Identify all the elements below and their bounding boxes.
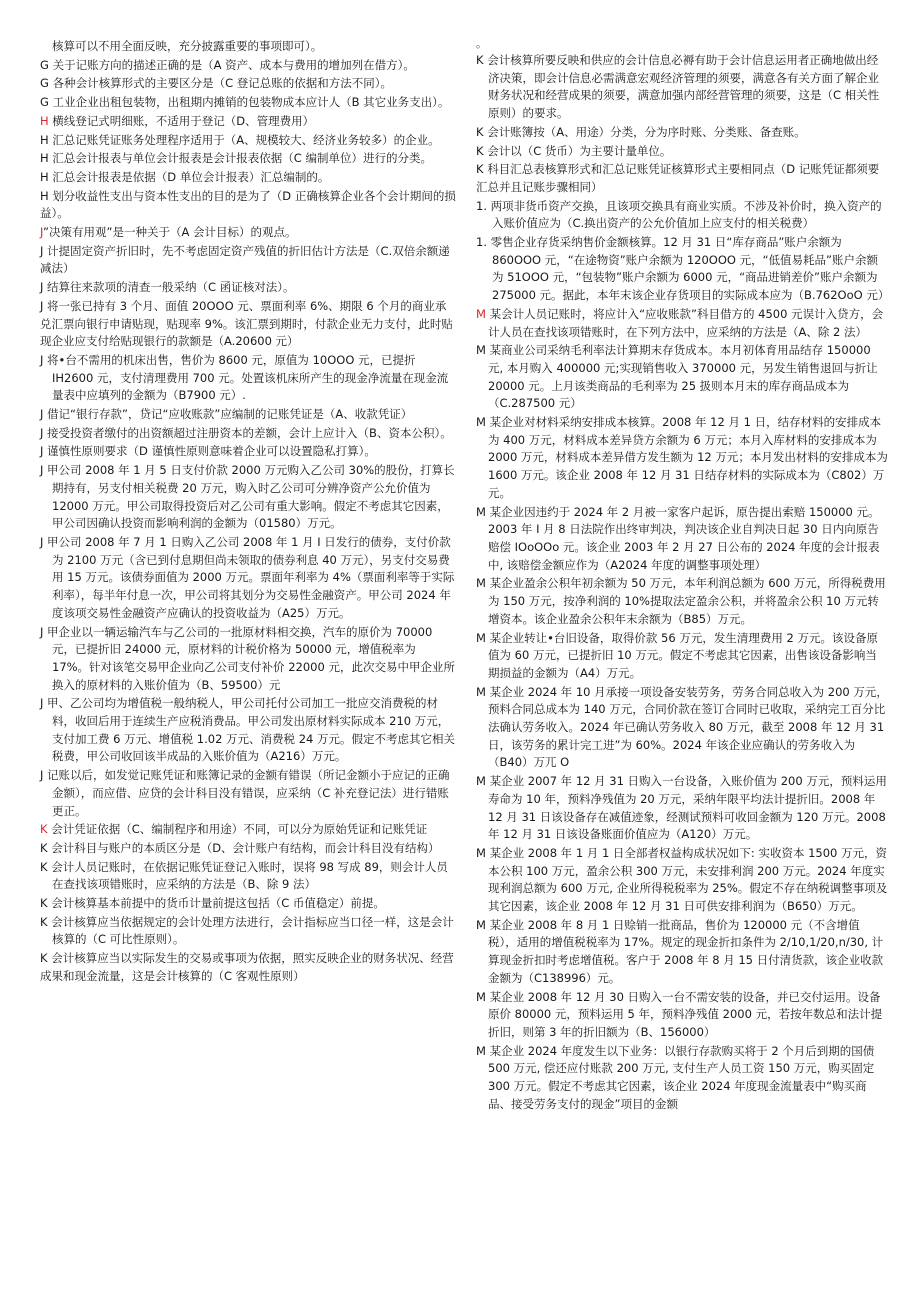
question-entry <box>476 917 888 988</box>
question-entry <box>476 773 888 844</box>
entry-text: 将一张已持有 3 个月、面值 20OOO 元、票面利率 6%、期限 6 个月的商业承兑汇票向银行申请贴现，贴现率 9%。该汇票到期时，付款企业无力支付，此时贴现企业应支付给贴现银行的款额是（A.20600 元） <box>40 298 453 349</box>
index-letter: H <box>40 132 49 147</box>
question-entry <box>40 94 456 112</box>
index-letter: M <box>476 989 486 1004</box>
question-entry <box>40 132 456 150</box>
question-entry <box>40 624 456 695</box>
question-entry <box>476 161 888 196</box>
index-letter: M <box>476 504 486 519</box>
question-entry <box>40 352 456 405</box>
question-entry <box>476 124 888 142</box>
entry-text: 划分收益性支出与资本性支出的目的是为了（D 正确核算企业各个会计期间的损益）。 <box>40 188 456 221</box>
question-entry <box>40 859 456 894</box>
question-entry <box>40 462 456 533</box>
question-entry <box>476 575 888 628</box>
question-entry <box>476 504 888 575</box>
index-letter: 1. <box>476 198 487 213</box>
entry-text: 会计核算应当依据规定的会计处理方法进行，会计指标应当口径一样，这是会计核算的（C 可比性原则）。 <box>47 914 454 947</box>
right-column <box>476 38 888 1114</box>
index-letter: K <box>476 162 484 177</box>
index-letter: J <box>40 352 44 367</box>
question-entry <box>40 425 456 443</box>
index-letter: K <box>476 53 484 67</box>
question-entry <box>40 243 456 278</box>
index-letter: M <box>476 306 486 321</box>
entry-text: 某企业对材料采纳安排成本核算。2008 年 12 月 1 日，结存材料的安排成本为 400 万元，材料成本差异贷方余额为 6 万元；本月入库材料的安排成本为 2000 万元，材料成本差异借方发生额为 12 万元；本月发出材料的安排成本为 1600 万元。该企业 2008 年 12 月 31 日结存材料的实际成本为（C802）万元。 <box>485 415 888 500</box>
entry-text: 会计核算所要反映和供应的会计信息必褥有助于会计信息运用者正确地做出经济决策，即会计信息必需满意宏观经济管理的须要，满意各有关方面了解企业财务状况和经营成果的须要，满意加强内部经营管理的须要，这是（C 相关性原则）的要求。 <box>483 53 880 121</box>
entry-text: 某企业 2024 年 10 月承接一项设备安装劳务，劳务合同总收入为 200 万元，预料合同总成本为 140 万元，合同价款在签订合同时已收取，采纳完工百分比法确认劳务收入。2024 年已确认劳务收入 80 万元，截至 2008 年 12 月 31 日，该劳务的累计完工进”为 60%。2024 年该企业应确认的劳务收入为（B40）万兀 O <box>485 684 888 770</box>
entry-text: 借记“银行存款”，贷记“应收账款”应编制的记账凭证是（A、收款凭证） <box>43 407 413 422</box>
index-letter: M <box>476 845 486 860</box>
question-entry <box>40 950 456 985</box>
question-entry <box>40 57 456 75</box>
question-entry <box>40 695 456 766</box>
entry-text: 某企业 2007 年 12 月 31 日购入一台设备，入账价值为 200 万元，预料运用寿命为 10 年，预料净残值为 20 万元，采纳年限平均法计提折旧。2008 年 12 月 31 日该设备存在减值迹象，经测试预料可收回金额为 120 万元。2008 年 12 月 31 日该设备账面价值应为（A120）万元。 <box>485 774 887 842</box>
question-entry <box>40 821 456 839</box>
question-entry <box>40 298 456 351</box>
entry-text: 会计账簿按（A、用途）分类，分为序时账、分类账、备查账。 <box>483 124 806 139</box>
index-letter: J <box>40 280 44 295</box>
question-entry <box>40 75 456 93</box>
question-entry <box>40 895 456 913</box>
entry-text: 某企业转让•台旧设备，取得价款 56 万元，发生清理费用 2 万元。该设备原值为 60 万元，已提折旧 10 万元。假定不考虑其它因素，出售该设备影响当期损益的金额为（A4）万元。 <box>485 630 878 680</box>
index-letter: K <box>40 859 48 874</box>
index-letter: M <box>476 917 486 932</box>
index-letter: J <box>40 243 44 258</box>
entry-text: 计提固定资产折旧时，先不考虑固定资产残值的折旧估计方法是（C.双倍余额递减法） <box>40 243 450 276</box>
index-letter: J <box>40 444 44 459</box>
entry-text: 会计核算应当以实际发生的交易或事项为依据，照实反映企业的财务状况、经营成果和现金流量，这是会计核算的（C 客观性原则） <box>40 951 454 983</box>
index-letter: H <box>40 188 49 203</box>
index-letter: J <box>40 225 44 240</box>
entry-text: 。 <box>476 37 487 50</box>
entry-text: 科目汇总表核算形式和汇总记账凭证核算形式主要相同点（D 记账凭证都须要汇总并且记账步骤相同） <box>476 162 880 194</box>
index-letter: G <box>40 57 49 72</box>
question-entry <box>40 840 456 858</box>
index-letter: H <box>40 151 49 166</box>
entry-text: 接受投资者缴付的出资额超过注册资本的差额，会计上应计入（B、资本公积）。 <box>43 425 452 440</box>
question-entry <box>476 1043 888 1114</box>
question-entry <box>40 443 456 461</box>
entry-text: 某企业 2024 年度发生以下业务：以银行存款购买将于 2 个月后到期的国债 500 万元, 偿还应付账款 200 万元, 支付生产人员工资 150 万元，购买固定 300 万元。假定不考虑其它因素，该企业 2024 年度现金流量表中“购买商品、接受劳务支付的现金”项目的金额 <box>485 1043 875 1111</box>
question-entry <box>40 113 456 131</box>
index-letter: M <box>476 630 486 645</box>
question-entry <box>40 188 456 223</box>
entry-text: 零售企业存货采纳售价金额核算。12 月 31 日“库存商品”账户余额为 860OOO 元，“在途物资”账户余额为 120OOO 元，“低值易耗品”账户余额为 51OOO 元，“包装物”账户余额为 6000 元，“商品进销差价”账户余额为 275000 元。据此，本年末该企业存货项目的实际成本应为（B.762OoO 元） <box>486 235 890 303</box>
index-letter: K <box>40 822 48 837</box>
question-entry <box>476 989 888 1042</box>
index-letter: H <box>40 169 49 184</box>
question-entry <box>40 224 456 242</box>
left-column <box>40 38 456 987</box>
question-entry <box>40 406 456 424</box>
index-letter: G <box>40 76 49 91</box>
question-entry <box>476 342 888 413</box>
entry-text: 关于记账方向的描述正确的是（A 资产、成本与费用的增加列在借方）。 <box>48 57 415 72</box>
index-letter: G <box>40 95 49 110</box>
index-letter: K <box>40 896 48 911</box>
entry-text: 会计以（C 货币）为主要计量单位。 <box>483 143 672 158</box>
index-letter: K <box>476 124 484 139</box>
index-letter: M <box>476 774 486 789</box>
index-letter: J <box>40 425 44 440</box>
entry-text: 会计人员记账时，在依据记账凭证登记入账时，误将 98 写成 89，则会计人员在查找该项错账时，应采纳的方法是（B、除 9 法） <box>47 859 448 892</box>
question-entry <box>476 414 888 503</box>
entry-text: 核算可以不用全面反映，充分披露重要的事项即可）。 <box>52 39 323 53</box>
index-letter: H <box>40 113 49 128</box>
index-letter: K <box>40 951 48 966</box>
index-letter: K <box>476 143 484 158</box>
question-entry <box>476 630 888 683</box>
entry-text: 两项非货币资产交换，且该项交换具有商业实质。不涉及补价时，换入资产的入账价值应为（C.换出资产的公允价值加上应支付的相关税费） <box>486 198 882 231</box>
entry-text: 甲公司 2008 年 1 月 5 日支付价款 2000 万元购入乙公司 30%的股份，打算长期持有，另支付相关税费 20 万元，购入时乙公司可分辨净资产公允价值为 12000 万元。甲公司取得投资后对乙公司有重大影响。假定不考虑其它因素，甲公司因确认投资而影响利润的金额为（01580）万元。 <box>43 463 455 531</box>
entry-text: 某商业公司采纳毛利率法计算期末存货成本。本月初体育用品结存 150000 元, 本月购入 400000 元;实现销售收入 370000 元，另发生销售退回与折让 20000 元。上月该类商品的毛利率为 25 扱则本月末的库存商品成本为（C.287500 元） <box>485 343 878 411</box>
entry-text: 会计核算基本前提中的货币计量前提这包括（C 币值稳定）前提。 <box>47 896 385 911</box>
entry-text: 横线登记式明细账，不适用于登记（D、管理费用） <box>48 113 315 128</box>
question-entry <box>40 534 456 623</box>
entry-text: 记账以后，如发觉记账凭证和账簿记录的金额有错误（所记金额小于应记的正确金额），而应借、应贷的会计科目没有错误，应采纳（C 补充登记法）进行错账更正。 <box>43 768 450 818</box>
entry-text: 会计科目与账户的本质区分是（D、会计账户有结构，而会计科目没有结构） <box>47 840 440 855</box>
question-entry <box>40 169 456 187</box>
index-letter: M <box>476 576 486 591</box>
entry-text: 各种会计核算形式的主要区分是（C 登记总账的依据和方法不同）。 <box>48 76 393 91</box>
question-entry <box>40 914 456 949</box>
index-letter: M <box>476 343 486 358</box>
entry-text: 某会计人员记账时，将应计入“应收账款”科目借方的 4500 元误计入贷方，会计人员在查找该项错账时，在下列方法中，应采纳的方法是（A、除 2 法） <box>485 306 884 339</box>
index-letter: J <box>40 407 44 422</box>
question-entry <box>476 306 888 341</box>
entry-text: 工业企业出租包装物，出租期内摊销的包装物成本应计人（B 其它业务支出）。 <box>48 95 450 110</box>
entry-text: 某企业 2008 年 12 月 30 日购入一台不需安装的设备，并已交付运用。设备原价 80000 元，预料运用 5 年，预料净残值 2000 元，若按年数总和法计提折旧，则第 3 年的折旧额为（B、156000） <box>485 989 883 1039</box>
question-entry <box>476 198 888 233</box>
entry-text: 汇总记账凭证账务处理程序适用于（A、规模较大、经济业务较多）的企业。 <box>48 132 440 147</box>
index-letter: J <box>40 696 44 711</box>
index-letter: J <box>40 298 44 313</box>
entry-text: 甲企业以一辆运输汽车与乙公司的一批原材料相交换，汽车的原价为 70000 元，已提折旧 24000 元，原材料的计税价格为 50000 元，增值税率为 17%。针对该笔交易甲企业向乙公司支付补价 22000 元，此次交易中甲企业所换入的原材料的入账价值为（B、59500）元 <box>43 624 455 692</box>
entry-text: 某企业盈余公积年初余额为 50 万元，本年利润总额为 600 万元，所得税费用为 150 万元，按净利润的 10%提取法定盈余公积，并将盈余公积 10 万元转增资本。该企业盈余公积年末余额为（B85）万元。 <box>485 576 886 626</box>
question-entry <box>476 234 888 305</box>
entry-text: 甲公司 2008 年 7 月 1 日购入乙公司 2008 年 1 月 I 日发行的债券，支付价款为 2100 万元（含已到付息期但尚未领取的债券利息 40 万元），另支付交易费用 15 万元。该债券面值为 2000 万元。票面年利率为 4%（票面利率等于实际利率），每半年付息一次，甲公司将其划分为交易性金融资产。甲公司 2024 年度该项交易性金融资产应确认的投资收益为（A25）万元。 <box>43 534 455 620</box>
entry-text: 甲、乙公司均为增值税一般纳税人，甲公司托付公司加工一批应交消费税的材料，收回后用于连续生产应税消费品。甲公司发出原材料实际成本 210 万元，支付加工费 6 万元、增值税 1.02 万元、消费税 24 万元。假定不考虑其它相关税费，甲公司收回该半成品的入账价值为（A216）万元。 <box>43 696 455 764</box>
question-entry <box>476 845 888 916</box>
index-letter: 1. <box>476 235 487 250</box>
question-entry <box>476 143 888 161</box>
index-letter: M <box>476 415 486 430</box>
question-entry <box>476 684 888 773</box>
entry-text: 谨慎性原则要求（D 谨慎性原则意味着企业可以设置隐私打算）。 <box>43 444 376 459</box>
entry-text: 会计凭证依据（C、编制程序和用途）不同，可以分为原始凭证和记账凭证 <box>47 822 428 837</box>
index-letter: M <box>476 684 486 699</box>
entry-text: ”决策有用观”是一种关于（A 会计目标）的观点。 <box>43 225 297 240</box>
entry-text: 汇总会计报表与单位会计报表是会计报表依据（C 编制单位）进行的分类。 <box>48 151 432 166</box>
index-letter: J <box>40 624 44 639</box>
index-letter: K <box>40 840 48 855</box>
entry-text: 结算往来款项的清查一般采纳（C 函证核对法）。 <box>43 280 295 295</box>
index-letter: K <box>40 914 48 929</box>
entry-text: 某企业因违约于 2024 年 2 月被一家客户起诉，原告提出索赔 150000 元。2003 年 I 月 8 日法院作出终审判决，判决该企业自判决日起 30 日内向原告赔偿 IOoOOo 元。该企业 2003 年 2 月 27 日公布的 2024 年度的会计报表中, 该赔偿金额应作为（A2024 年度的调整事项处理） <box>485 504 880 572</box>
question-entry <box>40 38 456 56</box>
index-letter: M <box>476 1043 486 1058</box>
entry-text: 汇总会计报表是依据（D 单位会计报表）汇总编制的。 <box>48 169 330 184</box>
index-letter: J <box>40 534 44 549</box>
entry-text: 将•台不需用的机床出售，售价为 8600 元，原值为 10OOO 元，已提折 IH2600 元，支付清理费用 700 元。处置该机床所产生的现金净流量在现金流量表中应填列的金额为（B7900 元）. <box>43 352 449 403</box>
entry-text: 某企业 2008 年 1 月 1 日全部者权益构成状况如下: 实收资本 1500 万元，资本公积 100 万元，盈余公积 300 万元，未安排利润 200 万元。2024 年度实现利润总额为 600 万元, 企业所得税税率为 25%。假定不存在纳税调整事项及其它因素，该企业 2008 年 12 月 31 日可供安排利润为（B650）万元。 <box>485 845 888 914</box>
question-entry <box>476 52 888 123</box>
question-entry <box>40 150 456 168</box>
question-entry <box>40 279 456 297</box>
index-letter: J <box>40 463 44 478</box>
index-letter: J <box>40 768 44 783</box>
question-entry <box>476 38 888 50</box>
question-entry <box>40 767 456 820</box>
entry-text: 某企业 2008 年 8 月 1 日赊销一批商品，售价为 120000 元（不含增值税），适用的增值税税率为 17%。规定的现金折扣条件为 2/10,1/20,n/30, 计算现金折扣时考虑增值税。客户于 2008 年 8 月 15 日付清货款，该企业收款金额为（C138996）元。 <box>485 917 884 985</box>
